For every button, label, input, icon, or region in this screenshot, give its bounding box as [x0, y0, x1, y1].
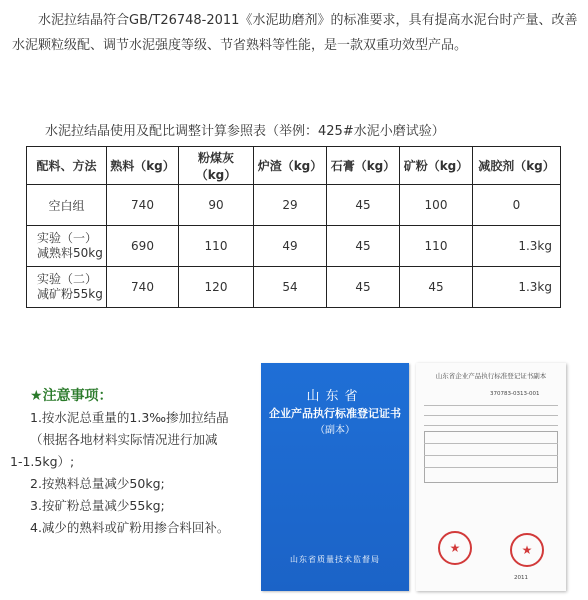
certificate-province: 山东省 — [306, 389, 364, 404]
note-line: 3.按矿粉总量减少55kg; — [30, 498, 165, 513]
red-seal-icon: ★ — [510, 533, 544, 567]
divider — [424, 425, 558, 426]
certificate-subtitle: （副本） — [315, 425, 355, 436]
certificate-year: 2011 — [514, 575, 528, 581]
header-cell: 配料、方法 — [27, 147, 107, 185]
header-cell: 炉渣（kg） — [254, 147, 327, 185]
row-label — [27, 185, 107, 226]
row-label-line2: 减熟料50kg — [37, 246, 103, 260]
certificate-issuer: 山东省质量技术监督局 — [290, 555, 380, 564]
notes-title-text: 注意事项： — [42, 388, 113, 404]
certificate-copy-image — [416, 363, 566, 591]
note-line: 1-1.5kg）; — [10, 454, 75, 469]
notes-title — [30, 385, 113, 405]
header-cell: 粉煤灰（kg） — [179, 147, 254, 185]
header-cell: 减胶剂（kg） — [473, 147, 561, 185]
table-cell: 110 — [179, 226, 254, 267]
table-cell: 110 — [400, 226, 473, 267]
table-cell: 45 — [327, 185, 400, 226]
mix-ratio-table — [26, 146, 561, 308]
note-line: 1.按水泥总重量的1.3‰掺加拉结晶 — [30, 410, 229, 425]
header-cell: 石膏（kg） — [327, 147, 400, 185]
divider — [424, 443, 558, 444]
table-cell: 45 — [327, 267, 400, 308]
divider — [424, 405, 558, 406]
red-seal-icon: ★ — [438, 531, 472, 565]
note-line: 4.减少的熟料或矿粉用掺合料回补。 — [30, 520, 230, 535]
table-cell: 740 — [107, 267, 179, 308]
header-cell: 熟料（kg） — [107, 147, 179, 185]
table-cell: 740 — [107, 185, 179, 226]
table-cell: 0 — [473, 185, 561, 226]
divider — [424, 455, 558, 456]
row-label — [27, 267, 107, 308]
divider — [424, 467, 558, 468]
row-label — [27, 226, 107, 267]
note-line: （根据各地材料实际情况进行加减 — [30, 432, 218, 447]
certificate-number: 370783-0313-001 — [490, 391, 540, 397]
star-icon: ★ — [30, 388, 43, 404]
certificate-cover-image — [261, 363, 409, 591]
table-title: 水泥拉结晶使用及配比调整计算参照表（举例：425#水泥小磨试验） — [45, 124, 445, 139]
table-row — [27, 267, 561, 308]
table-cell: 1.3kg — [473, 267, 561, 308]
certificate-title: 企业产品执行标准登记证书 — [269, 407, 401, 420]
divider — [424, 415, 558, 416]
table-cell: 45 — [400, 267, 473, 308]
table-cell: 45 — [327, 226, 400, 267]
table-cell: 54 — [254, 267, 327, 308]
table-cell: 100 — [400, 185, 473, 226]
notes-list — [10, 407, 260, 539]
row-label-line2: 减矿粉55kg — [37, 287, 103, 301]
table-cell: 690 — [107, 226, 179, 267]
note-line: 2.按熟料总量减少50kg; — [30, 476, 165, 491]
table-cell: 120 — [179, 267, 254, 308]
row-label-line1: 实验（二） — [37, 272, 98, 286]
row-label-line1: 实验（一） — [37, 231, 98, 245]
intro-paragraph: 水泥拉结晶符合GB/T26748-2011《水泥助磨剂》的标准要求，具有提高水泥台时产量、改善水泥颗粒级配、调节水泥强度等级、节省熟料等性能，是一款双重功效型产品。 — [12, 13, 578, 53]
table-row — [27, 226, 561, 267]
table-cell: 29 — [254, 185, 327, 226]
table-row — [27, 185, 561, 226]
certificate-info-box — [424, 431, 558, 483]
row-label-line1: 空白组 — [48, 198, 85, 213]
header-cell: 矿粉（kg） — [400, 147, 473, 185]
table-header-row — [27, 147, 561, 185]
table-cell: 90 — [179, 185, 254, 226]
table-cell: 49 — [254, 226, 327, 267]
certificate-copy-title: 山东省企业产品执行标准登记证书副本 — [435, 372, 547, 380]
table-cell: 1.3kg — [473, 226, 561, 267]
